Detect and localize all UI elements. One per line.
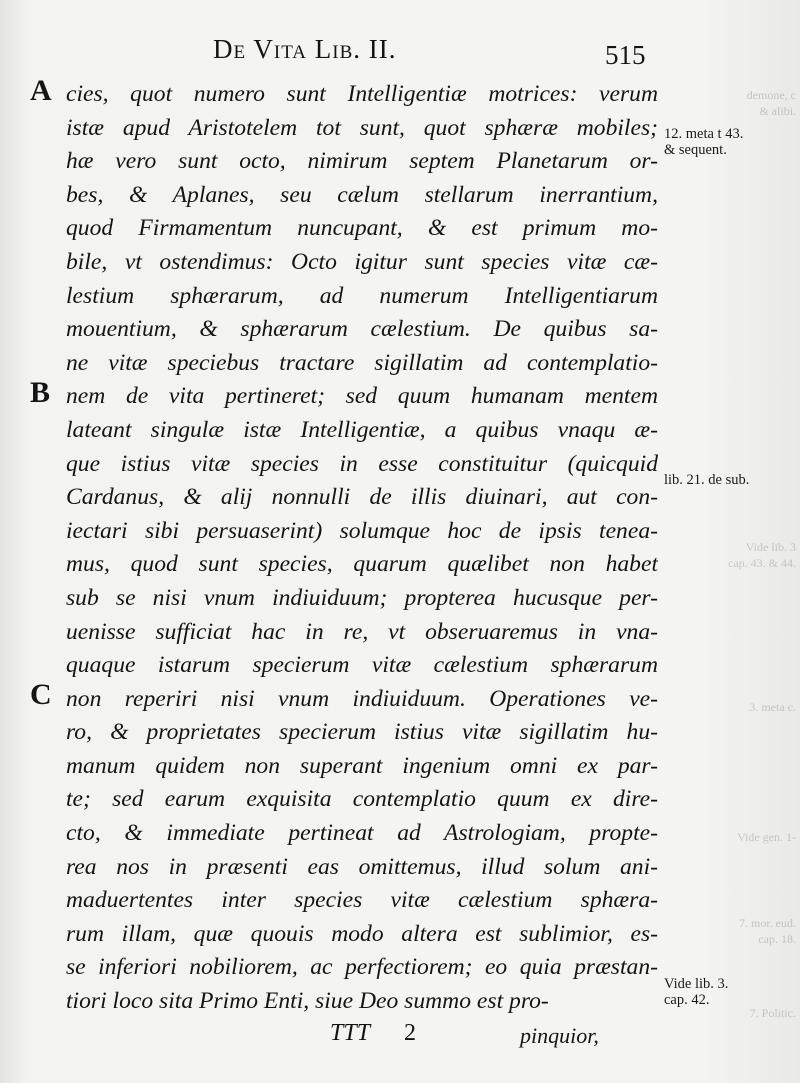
signature-letters: TTT bbox=[330, 1020, 371, 1046]
text-line: cies, quot numero sunt Intelligentiæ motrices: verum bbox=[66, 81, 658, 107]
bleed-text: Vide gen. 1- bbox=[737, 830, 796, 844]
text-line: manum quidem non superant ingenium omni ex par- bbox=[66, 752, 658, 779]
section-letter-c: C bbox=[30, 678, 52, 711]
signature-mark bbox=[330, 1020, 416, 1047]
text-line: iectari sibi persuaserint) solumque hoc de ipsis tenea- bbox=[66, 517, 658, 544]
catchword: pinquior, bbox=[520, 1023, 599, 1048]
body-text bbox=[66, 78, 658, 1019]
marginal-note-3 bbox=[664, 976, 728, 1008]
text-line: rum illam, quæ quouis modo altera est sublimior, es- bbox=[66, 920, 658, 947]
text-line: que istius vitæ species in esse constituitur (quicquid bbox=[66, 450, 658, 477]
text-line: quod Firmamentum nuncupant, & est primum mo- bbox=[66, 215, 658, 242]
text-line: hæ vero sunt octo, nimirum septem Planetarum or- bbox=[66, 148, 658, 175]
bleed-text: 7. Politic. bbox=[749, 1006, 796, 1020]
section-letter-b: B bbox=[30, 376, 51, 409]
text-line: bes, & Aplanes, seu cælum stellarum inerrantium, bbox=[66, 181, 658, 208]
page-number: 515 bbox=[605, 40, 646, 70]
marginal-note-line: Vide lib. 3. bbox=[664, 976, 729, 992]
text-line: quaque istarum specierum vitæ cælestium sphærarum bbox=[66, 652, 658, 679]
bleed-text: & alibi. bbox=[759, 104, 796, 118]
text-line: mus, quod sunt species, quarum quælibet non habet bbox=[66, 551, 658, 578]
text-line: ne vitæ speciebus tractare sigillatim ad contemplatio- bbox=[66, 349, 658, 376]
marginal-note-line: cap. 42. bbox=[664, 992, 710, 1008]
text-line: maduertentes inter species vitæ cælestium sphæra- bbox=[66, 887, 658, 914]
text-line: lateant singulæ istæ Intelligentiæ, a quibus vnaqu æ- bbox=[66, 416, 658, 443]
text-line: sub se nisi vnum indiuiduum; propterea hucusque per- bbox=[66, 584, 658, 611]
text-line: mouentium, & sphærarum cælestium. De quibus sa- bbox=[66, 316, 658, 343]
text-line: lestium sphærarum, ad numerum Intelligentiarum bbox=[66, 282, 658, 309]
marginal-note-2 bbox=[664, 472, 749, 488]
signature-number: 2 bbox=[404, 1020, 417, 1046]
bleed-text: Vide lib. 3 bbox=[745, 540, 796, 554]
bleed-text: 3. meta c. bbox=[749, 700, 796, 714]
text-line: cto, & immediate pertineat ad Astrologiam, propte- bbox=[66, 820, 658, 847]
bleed-text: cap. 43. & 44. bbox=[728, 556, 796, 570]
text-line: Cardanus, & alij nonnulli de illis diuinari, aut con- bbox=[66, 484, 658, 511]
bleed-text: cap. 18. bbox=[758, 932, 796, 946]
marginal-note-1 bbox=[664, 126, 743, 158]
marginal-note-line: lib. 21. de sub. bbox=[664, 472, 750, 488]
text-line: te; sed earum exquisita contemplatio quum ex dire- bbox=[66, 786, 658, 813]
running-head: De Vita Lib. II. bbox=[213, 34, 397, 64]
text-line: ro, & proprietates specierum istius vitæ sigillatim hu- bbox=[66, 719, 658, 746]
text-line: uenisse sufficiat hac in re, vt obseruaremus in vna- bbox=[66, 618, 658, 645]
text-line: rea nos in præsenti eas omittemus, illud solum ani- bbox=[66, 853, 658, 880]
text-line: tiori loco sita Primo Enti, siue Deo summo est pro- bbox=[66, 988, 549, 1015]
text-line: se inferiori nobiliorem, ac perfectiorem; eo quia præstan- bbox=[66, 954, 658, 981]
text-line: nem de vita pertineret; sed quum humanam mentem bbox=[66, 383, 658, 410]
bleed-text: demone, c bbox=[746, 88, 796, 102]
bleed-through-marginalia bbox=[670, 60, 800, 1060]
marginal-note-line: 12. meta t 43. bbox=[664, 126, 744, 142]
text-line: bile, vt ostendimus: Octo igitur sunt species vitæ cæ- bbox=[66, 248, 658, 275]
marginal-note-line: & sequent. bbox=[664, 142, 727, 158]
section-letter-a: A bbox=[30, 74, 52, 107]
bleed-text: 7. mor. eud. bbox=[739, 916, 796, 930]
text-line: non reperiri nisi vnum indiuiduum. Operationes ve- bbox=[66, 685, 658, 712]
text-line: istæ apud Aristotelem tot sunt, quot sphæræ mobiles; bbox=[66, 114, 658, 141]
